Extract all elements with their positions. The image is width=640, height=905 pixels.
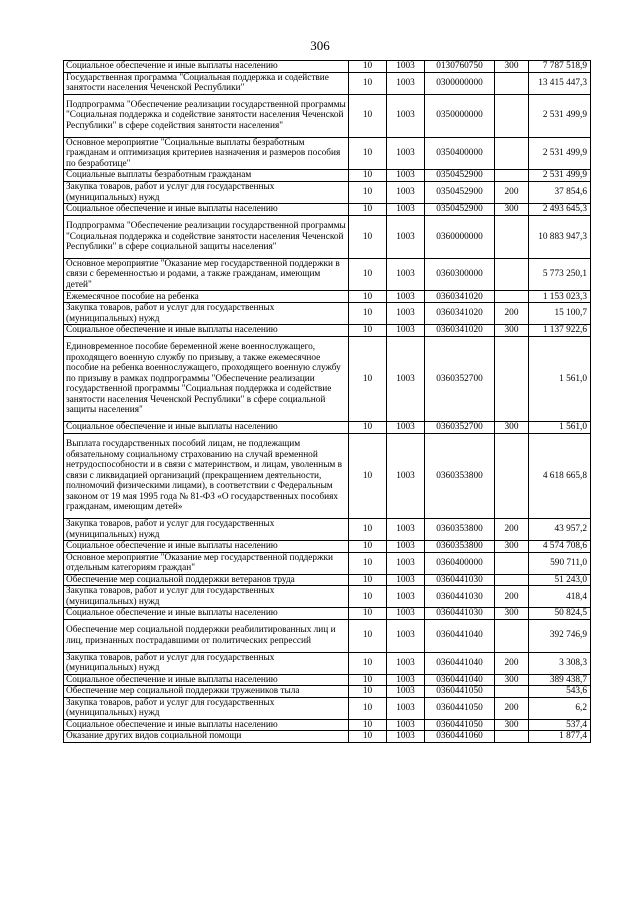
row-target-article: 0360441060: [425, 731, 495, 743]
row-section: 10: [349, 215, 387, 258]
row-amount: 1 877,4: [529, 731, 591, 743]
row-target-article: 0360441040: [425, 674, 495, 686]
row-section: 10: [349, 697, 387, 719]
row-target-article: 0360341020: [425, 325, 495, 337]
row-name: Социальное обеспечение и иные выплаты населению: [64, 719, 349, 731]
row-section: 10: [349, 652, 387, 674]
row-name: Выплата государственных пособий лицам, не подлежащим обязательному социальному страхованию на случай временной нетрудоспособности и в связи с материнством, и лицам, уволенным в связи с ликвидацией организаций (прекращением деятельности, полномочий физическими лицами), в соответствии с Федеральным законом от 19 мая 1995 года № 81-ФЗ «О государственных пособиях гражданам, имеющим детей»: [64, 433, 349, 518]
row-subsection: 1003: [387, 258, 425, 291]
row-amount: 7 787 518,9: [529, 61, 591, 73]
table-row: [64, 204, 591, 216]
row-section: 10: [349, 608, 387, 620]
row-expense-type: [495, 336, 529, 421]
row-name: Социальные выплаты безработным гражданам: [64, 170, 349, 182]
row-section: 10: [349, 170, 387, 182]
row-section: 10: [349, 586, 387, 608]
row-expense-type: [495, 731, 529, 743]
row-section: 10: [349, 182, 387, 204]
row-amount: 1 561,0: [529, 422, 591, 434]
row-target-article: 0360300000: [425, 258, 495, 291]
table-row: [64, 719, 591, 731]
row-amount: 37 854,6: [529, 182, 591, 204]
row-section: 10: [349, 686, 387, 698]
row-section: 10: [349, 94, 387, 137]
row-amount: 1 137 922,6: [529, 325, 591, 337]
row-target-article: 0360441040: [425, 619, 495, 652]
row-target-article: 0350452900: [425, 182, 495, 204]
table-row: [64, 619, 591, 652]
table-row: [64, 519, 591, 541]
row-section: 10: [349, 519, 387, 541]
row-target-article: 0360441040: [425, 652, 495, 674]
row-amount: 2 493 645,3: [529, 204, 591, 216]
row-amount: 5 773 250,1: [529, 258, 591, 291]
row-name: Закупка товаров, работ и услуг для государственных (муниципальных) нужд: [64, 519, 349, 541]
row-name: Закупка товаров, работ и услуг для государственных (муниципальных) нужд: [64, 182, 349, 204]
row-target-article: 0350400000: [425, 137, 495, 170]
row-subsection: 1003: [387, 291, 425, 303]
row-expense-type: 300: [495, 541, 529, 553]
table-row: [64, 61, 591, 73]
row-subsection: 1003: [387, 608, 425, 620]
row-amount: 13 415 447,3: [529, 72, 591, 94]
row-name: Социальное обеспечение и иные выплаты населению: [64, 674, 349, 686]
row-target-article: 0360441030: [425, 608, 495, 620]
row-target-article: 0360353800: [425, 433, 495, 518]
row-expense-type: 300: [495, 674, 529, 686]
row-target-article: 0360352700: [425, 336, 495, 421]
row-subsection: 1003: [387, 731, 425, 743]
row-section: 10: [349, 204, 387, 216]
row-expense-type: 200: [495, 586, 529, 608]
row-subsection: 1003: [387, 72, 425, 94]
row-target-article: 0360353800: [425, 519, 495, 541]
row-subsection: 1003: [387, 674, 425, 686]
row-section: 10: [349, 291, 387, 303]
row-name: Обеспечение мер социальной поддержки реабилитированных лиц и лиц, признанных пострадавшими от политических репрессий: [64, 619, 349, 652]
row-subsection: 1003: [387, 182, 425, 204]
row-target-article: 0360341020: [425, 291, 495, 303]
row-amount: 10 883 947,3: [529, 215, 591, 258]
table-row: [64, 731, 591, 743]
row-name: Социальное обеспечение и иные выплаты населению: [64, 608, 349, 620]
row-section: 10: [349, 325, 387, 337]
row-amount: 2 531 499,9: [529, 170, 591, 182]
table-row: [64, 652, 591, 674]
row-subsection: 1003: [387, 204, 425, 216]
table-row: [64, 258, 591, 291]
row-target-article: 0360441050: [425, 686, 495, 698]
row-subsection: 1003: [387, 697, 425, 719]
row-section: 10: [349, 552, 387, 574]
row-target-article: 0360000000: [425, 215, 495, 258]
row-expense-type: [495, 619, 529, 652]
row-expense-type: [495, 170, 529, 182]
row-name: Закупка товаров, работ и услуг для государственных (муниципальных) нужд: [64, 652, 349, 674]
row-name: Основное мероприятие "Социальные выплаты безработным гражданам и оптимизация критериев назначения и размеров пособия по безработице": [64, 137, 349, 170]
row-name: Подпрограмма "Обеспечение реализации государственной программы "Социальная поддержка и содействие занятости населения Чеченской Республики" в сфере социальной защиты населения": [64, 215, 349, 258]
row-name: Социальное обеспечение и иные выплаты населению: [64, 541, 349, 553]
table-row: [64, 541, 591, 553]
row-name: Обеспечение мер социальной поддержки ветеранов труда: [64, 574, 349, 586]
row-amount: 50 824,5: [529, 608, 591, 620]
row-amount: 543,6: [529, 686, 591, 698]
row-target-article: 0350452900: [425, 204, 495, 216]
row-name: Единовременное пособие беременной жене военнослужащего, проходящего военную службу по призыву, а также ежемесячное пособие на ребенка военнослужащего, проходящего военную службу по призыву в рамках подпрограммы "Обеспечение реализации государственной программы "Социальная поддержка и содействие занятости населения Чеченской Республики" в сфере социальной защиты населения": [64, 336, 349, 421]
row-amount: 43 957,2: [529, 519, 591, 541]
row-section: 10: [349, 258, 387, 291]
row-target-article: 0360441030: [425, 574, 495, 586]
row-target-article: 0360400000: [425, 552, 495, 574]
row-name: Закупка товаров, работ и услуг для государственных (муниципальных) нужд: [64, 697, 349, 719]
row-subsection: 1003: [387, 422, 425, 434]
row-amount: 389 438,7: [529, 674, 591, 686]
row-section: 10: [349, 433, 387, 518]
row-section: 10: [349, 674, 387, 686]
row-subsection: 1003: [387, 552, 425, 574]
row-expense-type: [495, 72, 529, 94]
row-subsection: 1003: [387, 215, 425, 258]
row-target-article: 0360341020: [425, 303, 495, 325]
table-row: [64, 72, 591, 94]
row-expense-type: 200: [495, 182, 529, 204]
row-expense-type: 300: [495, 325, 529, 337]
row-name: Основное мероприятие "Оказание мер государственной поддержки отдельным категориям граждан": [64, 552, 349, 574]
row-expense-type: 200: [495, 303, 529, 325]
row-name: Социальное обеспечение и иные выплаты населению: [64, 61, 349, 73]
row-section: 10: [349, 72, 387, 94]
row-name: Обеспечение мер социальной поддержки тружеников тыла: [64, 686, 349, 698]
table-row: [64, 303, 591, 325]
row-amount: 1 561,0: [529, 336, 591, 421]
page-number: 306: [310, 38, 330, 53]
table-row: [64, 325, 591, 337]
row-expense-type: 300: [495, 422, 529, 434]
row-subsection: 1003: [387, 652, 425, 674]
row-subsection: 1003: [387, 541, 425, 553]
row-expense-type: 300: [495, 61, 529, 73]
table-row: [64, 552, 591, 574]
row-section: 10: [349, 61, 387, 73]
row-amount: 15 100,7: [529, 303, 591, 325]
row-subsection: 1003: [387, 170, 425, 182]
row-name: Закупка товаров, работ и услуг для государственных (муниципальных) нужд: [64, 586, 349, 608]
table-row: [64, 574, 591, 586]
table-row: [64, 433, 591, 518]
table-row: [64, 336, 591, 421]
row-amount: 2 531 499,9: [529, 94, 591, 137]
row-expense-type: 200: [495, 697, 529, 719]
row-target-article: 0360353800: [425, 541, 495, 553]
row-amount: 4 574 708,6: [529, 541, 591, 553]
row-section: 10: [349, 619, 387, 652]
row-amount: 590 711,0: [529, 552, 591, 574]
row-name: Государственная программа "Социальная поддержка и содействие занятости населения Чеченской Республики": [64, 72, 349, 94]
row-expense-type: [495, 215, 529, 258]
row-target-article: 0350000000: [425, 94, 495, 137]
row-section: 10: [349, 137, 387, 170]
row-amount: 537,4: [529, 719, 591, 731]
row-expense-type: [495, 574, 529, 586]
row-subsection: 1003: [387, 94, 425, 137]
row-target-article: 0360441030: [425, 586, 495, 608]
row-expense-type: 300: [495, 204, 529, 216]
row-section: 10: [349, 336, 387, 421]
table-row: [64, 422, 591, 434]
row-amount: 6,2: [529, 697, 591, 719]
row-subsection: 1003: [387, 586, 425, 608]
row-target-article: 0360352700: [425, 422, 495, 434]
row-target-article: 0360441050: [425, 719, 495, 731]
table-row: [64, 686, 591, 698]
row-target-article: 0360441050: [425, 697, 495, 719]
row-amount: 2 531 499,9: [529, 137, 591, 170]
row-subsection: 1003: [387, 325, 425, 337]
row-name: Оказание других видов социальной помощи: [64, 731, 349, 743]
table-row: [64, 291, 591, 303]
row-target-article: 0350452900: [425, 170, 495, 182]
row-amount: 3 308,3: [529, 652, 591, 674]
row-section: 10: [349, 303, 387, 325]
row-name: Ежемесячное пособие на ребенка: [64, 291, 349, 303]
row-expense-type: 200: [495, 652, 529, 674]
budget-table-body: [64, 61, 591, 743]
row-subsection: 1003: [387, 433, 425, 518]
row-subsection: 1003: [387, 336, 425, 421]
row-expense-type: [495, 686, 529, 698]
row-name: Социальное обеспечение и иные выплаты населению: [64, 204, 349, 216]
row-section: 10: [349, 719, 387, 731]
row-subsection: 1003: [387, 137, 425, 170]
row-expense-type: [495, 291, 529, 303]
row-target-article: 0130760750: [425, 61, 495, 73]
table-row: [64, 170, 591, 182]
table-row: [64, 215, 591, 258]
table-row: [64, 608, 591, 620]
row-subsection: 1003: [387, 61, 425, 73]
row-amount: 392 746,9: [529, 619, 591, 652]
row-subsection: 1003: [387, 574, 425, 586]
row-expense-type: [495, 552, 529, 574]
table-row: [64, 94, 591, 137]
row-amount: 51 243,0: [529, 574, 591, 586]
row-expense-type: [495, 137, 529, 170]
row-subsection: 1003: [387, 619, 425, 652]
table-row: [64, 697, 591, 719]
row-name: Социальное обеспечение и иные выплаты населению: [64, 325, 349, 337]
row-subsection: 1003: [387, 303, 425, 325]
row-name: Подпрограмма "Обеспечение реализации государственной программы "Социальная поддержка и содействие занятости населения Чеченской Республики" в сфере содействия занятости населения": [64, 94, 349, 137]
row-expense-type: [495, 433, 529, 518]
table-row: [64, 586, 591, 608]
row-name: Основное мероприятие "Оказание мер государственной поддержки в связи с беременностью и родами, а также гражданам, имеющим детей": [64, 258, 349, 291]
row-expense-type: [495, 94, 529, 137]
row-amount: 4 618 665,8: [529, 433, 591, 518]
row-target-article: 0300000000: [425, 72, 495, 94]
row-section: 10: [349, 541, 387, 553]
row-subsection: 1003: [387, 519, 425, 541]
row-section: 10: [349, 574, 387, 586]
row-amount: 1 153 023,3: [529, 291, 591, 303]
row-expense-type: [495, 258, 529, 291]
row-name: Закупка товаров, работ и услуг для государственных (муниципальных) нужд: [64, 303, 349, 325]
row-name: Социальное обеспечение и иные выплаты населению: [64, 422, 349, 434]
row-section: 10: [349, 731, 387, 743]
row-amount: 418,4: [529, 586, 591, 608]
row-subsection: 1003: [387, 719, 425, 731]
table-row: [64, 137, 591, 170]
row-expense-type: 300: [495, 719, 529, 731]
row-expense-type: 200: [495, 519, 529, 541]
row-subsection: 1003: [387, 686, 425, 698]
row-expense-type: 300: [495, 608, 529, 620]
row-section: 10: [349, 422, 387, 434]
table-row: [64, 674, 591, 686]
table-row: [64, 182, 591, 204]
budget-table: [63, 60, 591, 743]
